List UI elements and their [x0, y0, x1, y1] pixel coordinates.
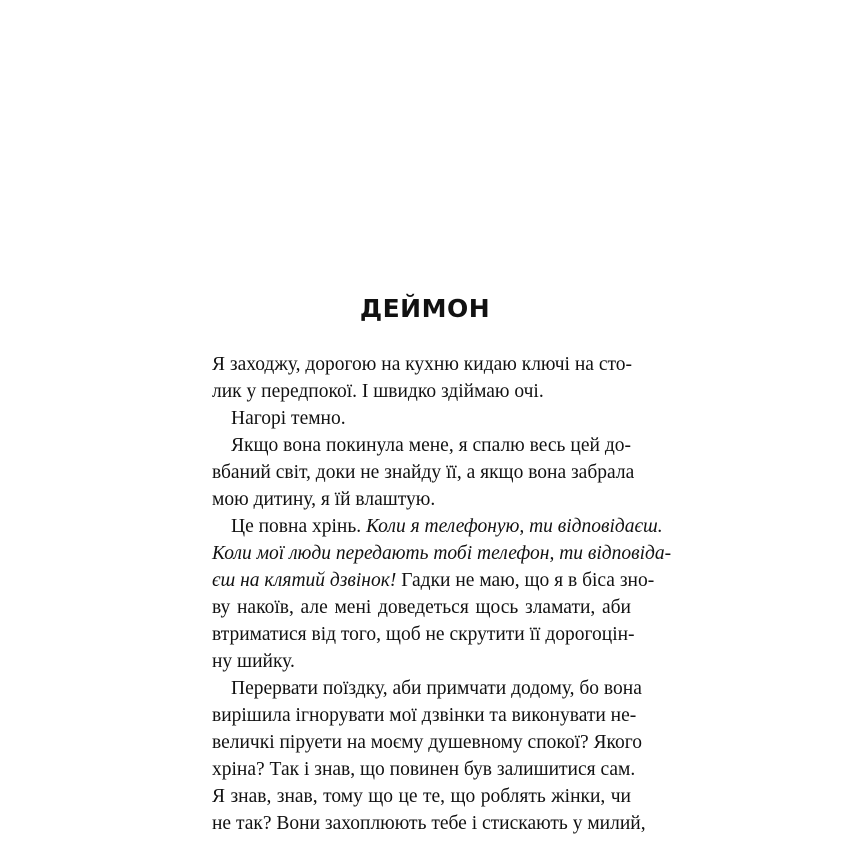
text-line [231, 516, 663, 542]
text-run: Це повна хрінь. [231, 516, 366, 537]
text-line [212, 813, 646, 839]
text-line [212, 624, 635, 650]
text-line [212, 759, 636, 785]
text-run: ну шийку. [212, 651, 295, 672]
text-line [231, 408, 631, 434]
text-line [212, 381, 631, 407]
text-run: Я знав, знав, тому що це те, що роблять жінки, чи [212, 786, 631, 807]
text-line [212, 543, 672, 569]
text-run: хріна? Так і знав, що повинен був залишитися сам. [212, 759, 636, 780]
italic-run: Коли я телефоную, ти відповідаєш. [365, 516, 663, 537]
text-run: Перервати поїздку, аби примчати додому, бо вона [231, 678, 642, 699]
text-line [212, 786, 631, 812]
text-line [212, 354, 631, 380]
text-run: вирішила ігнорувати мої дзвінки та виконувати не- [212, 705, 637, 726]
text-line [212, 651, 631, 677]
text-run: Я заходжу, дорогою на кухню кидаю ключі на сто- [212, 354, 632, 375]
text-run: вбаний світ, доки не знайду її, а якщо вона забрала [212, 462, 635, 483]
text-run: не так? Вони захоплюють тебе і стискають у милий, [212, 813, 646, 834]
text-run: лик у передпокої. І швидко здіймаю очі. [212, 381, 544, 402]
text-run: втриматися від того, щоб не скрутити її дорогоцін- [212, 624, 635, 645]
text-line [212, 489, 631, 515]
text-line [212, 462, 635, 488]
text-run: ву накоїв, але мені доведеться щось зламати, аби [212, 597, 631, 618]
text-line [212, 732, 643, 758]
text-run: Нагорі темно. [231, 408, 346, 429]
text-line [231, 678, 642, 704]
text-line [212, 705, 637, 731]
italic-run: Коли мої люди передають тобі телефон, ти відповіда- [212, 543, 672, 564]
text-run: Гадки не маю, що я в біса зно- [396, 570, 655, 591]
text-line [212, 597, 631, 623]
text-line [231, 435, 631, 461]
text-line [212, 570, 655, 596]
text-run: величкі піруети на моєму душевному спокої? Якого [212, 732, 643, 753]
text-run: мою дитину, я їй влаштую. [212, 489, 436, 510]
italic-run: єш на клятий дзвінок! [212, 570, 397, 591]
chapter-title: ДЕЙМОН [359, 294, 491, 323]
text-run: Якщо вона покинула мене, я спалю весь цей до- [231, 435, 631, 456]
